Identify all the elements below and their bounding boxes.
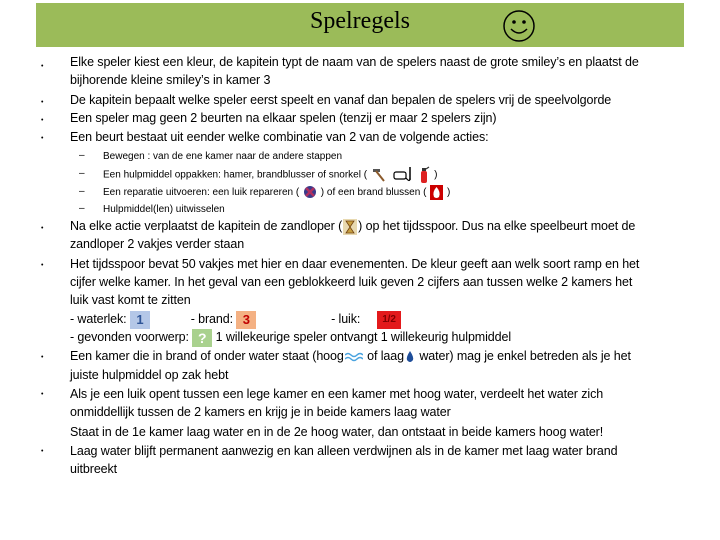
rule-9-line-1: Laag water blijft permanent aanwezig en kan alleen verdwijnen als in de kamer met laag water brand <box>70 444 618 458</box>
fire-extinguisher-icon <box>418 166 430 184</box>
dash: – <box>79 150 85 161</box>
rule-7-text-post: water) mag je enkel betreden als je het <box>419 349 631 363</box>
hourglass-icon <box>343 219 357 235</box>
dash: – <box>79 186 85 197</box>
action-repair-close: ) <box>446 187 451 198</box>
rule-1-line-2: bijhorende kleine smiley’s in kamer 3 <box>70 73 271 87</box>
rule-5-line-1 <box>70 217 635 235</box>
gevonden-badge: ? <box>192 329 212 347</box>
rule-7-line-2: juiste hulpmiddel op zak hebt <box>70 368 229 382</box>
smiley-icon <box>502 9 536 43</box>
rule-7-line-1 <box>70 347 631 365</box>
gevonden-line <box>70 328 511 347</box>
bullet: • <box>41 262 44 269</box>
high-water-icon <box>345 352 363 362</box>
action-repair-mid: ) of een brand blussen ( <box>320 187 427 198</box>
page-title: Spelregels <box>310 8 410 34</box>
action-repair-text: Een reparatie uitvoeren: een luik repareren ( <box>103 187 300 198</box>
hatch-icon <box>303 185 317 199</box>
brand-badge: 3 <box>236 311 256 329</box>
dash: – <box>79 168 85 179</box>
bullet: • <box>41 354 44 361</box>
snorkel-icon <box>392 166 414 184</box>
rule-8-line-1: Als je een luik opent tussen een lege kamer en een kamer met hoog water, verdeelt het water zich <box>70 387 604 401</box>
gevonden-text: 1 willekeurige speler ontvangt 1 willekeurig hulpmiddel <box>215 330 512 344</box>
rule-6-line-2: cijfer welke kamer. In het geval van een geblokkeerd luik geven 2 cijfers aan tussen welke 2 kamers het <box>70 275 633 289</box>
gevonden-label: - gevonden voorwerp: <box>70 330 189 344</box>
luik-badge: 1/2 <box>377 311 401 329</box>
rule-7-text: Een kamer die in brand of onder water staat (hoog <box>70 349 344 363</box>
event-legend <box>70 310 401 329</box>
brand-label: - brand: <box>190 312 233 326</box>
title-bar <box>36 3 684 47</box>
low-water-icon <box>405 350 415 364</box>
bullet: • <box>41 391 44 398</box>
rule-9-line-2: uitbreekt <box>70 462 118 476</box>
action-repair <box>103 184 450 202</box>
bullet: • <box>41 225 44 232</box>
action-pickup-close: ) <box>434 169 438 181</box>
rule-1-line-1: Elke speler kiest een kleur, de kapitein typt de naam van de spelers naast de grote smiley’s en plaatst de <box>70 55 639 69</box>
bullet: • <box>41 135 44 142</box>
dash: – <box>79 203 85 214</box>
waterlek-badge: 1 <box>130 311 150 329</box>
rule-5-line-2: zandloper 2 vakjes verder staan <box>70 237 245 251</box>
action-pickup-text: Een hulpmiddel oppakken: hamer, brandblusser of snorkel ( <box>103 169 368 181</box>
rule-2: De kapitein bepaalt welke speler eerst speelt en vanaf dan bepalen de spelers vrij de speelvolgorde <box>70 93 612 107</box>
rule-8-line-2: onmiddellijk tussen de 2 kamers en krijg je in beide kamers laag water <box>70 405 451 419</box>
hammer-icon <box>371 167 387 183</box>
rule-6-line-3: luik vast komt te zitten <box>70 293 191 307</box>
waterlek-label: - waterlek: <box>70 312 127 326</box>
luik-label: - luik: <box>331 312 361 326</box>
rule-5-text-post: ) op het tijdsspoor. Dus na elke speelbeurt moet de <box>358 219 636 233</box>
bullet: • <box>41 99 44 106</box>
bullet: • <box>41 448 44 455</box>
action-exchange: Hulpmiddel(len) uitwisselen <box>103 204 225 215</box>
rule-8-line-3: Staat in de 1e kamer laag water en in de 2e hoog water, dan ontstaat in beide kamers hoog water! <box>70 425 604 439</box>
rule-6-line-1: Het tijdsspoor bevat 50 vakjes met hier en daar evenementen. De kleur geeft aan welk soort ramp en het <box>70 257 640 271</box>
rule-7-text-mid: of laag <box>367 349 404 363</box>
rule-5-text: Na elke actie verplaatst de kapitein de zandloper ( <box>70 219 343 233</box>
action-pickup <box>103 166 438 185</box>
rule-3: Een speler mag geen 2 beurten na elkaar spelen (tenzij er maar 2 spelers zijn) <box>70 111 497 125</box>
fire-icon <box>430 185 443 200</box>
rule-4: Een beurt bestaat uit eender welke combinatie van 2 van de volgende acties: <box>70 130 489 144</box>
bullet: • <box>41 63 44 70</box>
bullet: • <box>41 117 44 124</box>
action-move: Bewegen : van de ene kamer naar de andere stappen <box>103 151 343 162</box>
